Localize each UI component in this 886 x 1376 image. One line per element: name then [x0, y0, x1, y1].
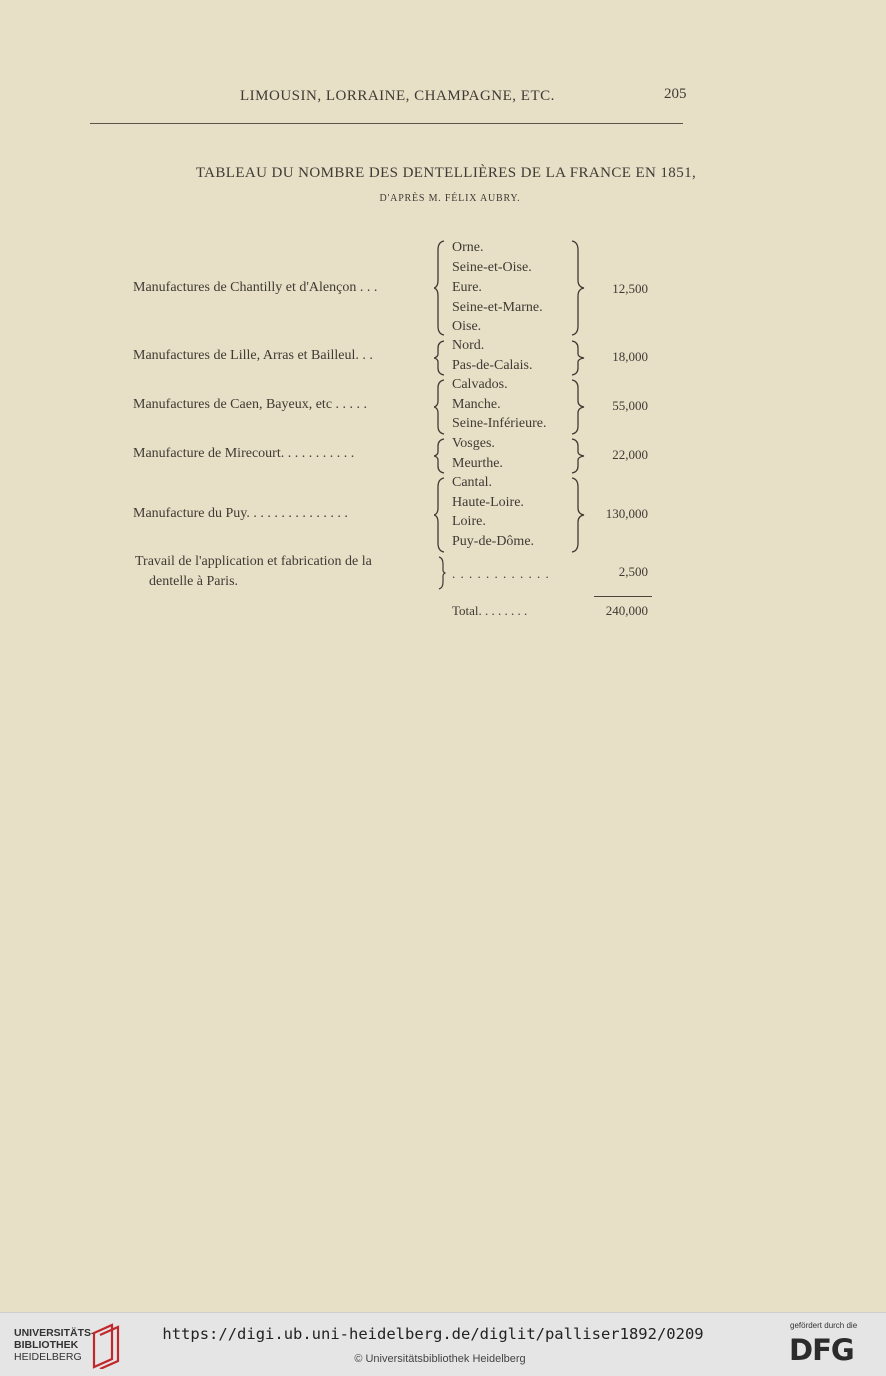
table-subtitle: D'APRÈS M. FÉLIX AUBRY.	[379, 193, 521, 204]
department: Seine-et-Marne.	[452, 300, 543, 315]
total-label: Total. . . . . . . .	[452, 603, 528, 618]
department: Calvados.	[452, 377, 508, 392]
left-brace	[434, 240, 448, 336]
right-brace	[438, 556, 446, 590]
leader-dots: . . . . . . . . . . . .	[452, 566, 550, 581]
row-value: 2,500	[618, 564, 648, 579]
row-value: 18,000	[612, 349, 648, 364]
department: Puy-de-Dôme.	[452, 534, 535, 549]
funding-note: gefördert durch die	[790, 1321, 858, 1330]
row-label: Manufacture de Mirecourt. . . . . . . . . . .	[133, 446, 355, 461]
left-brace	[434, 340, 448, 376]
department: Haute-Loire.	[452, 495, 524, 510]
department: Orne.	[452, 240, 484, 255]
total-value: 240,000	[605, 603, 648, 618]
left-brace	[434, 477, 448, 553]
department: Manche.	[452, 397, 501, 412]
department: Pas-de-Calais.	[452, 358, 533, 373]
department: Eure.	[452, 280, 482, 295]
funder-logo: DFG	[789, 1333, 854, 1367]
row-value: 22,000	[612, 447, 648, 462]
department: Vosges.	[452, 436, 495, 451]
department: Meurthe.	[452, 456, 503, 471]
copyright-notice: © Universitätsbibliothek Heidelberg	[354, 1353, 526, 1365]
table-title: TABLEAU DU NOMBRE DES DENTELLIÈRES DE LA FRANCE EN 1851,	[195, 165, 697, 181]
page-url[interactable]: https://digi.ub.uni-heidelberg.de/diglit/palliser1892/0209	[162, 1325, 704, 1343]
viewer-footer	[0, 1312, 886, 1376]
department: Nord.	[452, 338, 485, 353]
row-label: Manufactures de Chantilly et d'Alençon . . .	[133, 280, 378, 295]
row-value: 130,000	[605, 506, 648, 521]
row-value: 55,000	[612, 398, 648, 413]
header-rule	[90, 123, 683, 124]
row-label: Manufactures de Lille, Arras et Bailleul. . .	[133, 348, 373, 363]
row-label-line2: dentelle à Paris.	[149, 574, 239, 589]
row-value: 12,500	[612, 281, 648, 296]
department: Cantal.	[452, 475, 493, 490]
left-brace	[434, 379, 448, 435]
total-rule	[594, 596, 652, 597]
left-brace	[434, 438, 448, 474]
row-label: Manufactures de Caen, Bayeux, etc . . . . .	[133, 397, 368, 412]
row-label: Manufacture du Puy. . . . . . . . . . . . . . .	[133, 506, 348, 521]
department: Oise.	[452, 319, 482, 334]
department: Loire.	[452, 514, 486, 529]
department: Seine-et-Oise.	[452, 260, 532, 275]
row-label-line1: Travail de l'application et fabrication de la	[135, 554, 372, 569]
running-title: LIMOUSIN, LORRAINE, CHAMPAGNE, ETC.	[240, 88, 555, 104]
department: Seine-Inférieure.	[452, 416, 547, 431]
page-number: 205	[664, 86, 687, 102]
library-logo: UNIVERSITÄTS- BIBLIOTHEK HEIDELBERG	[14, 1327, 95, 1363]
